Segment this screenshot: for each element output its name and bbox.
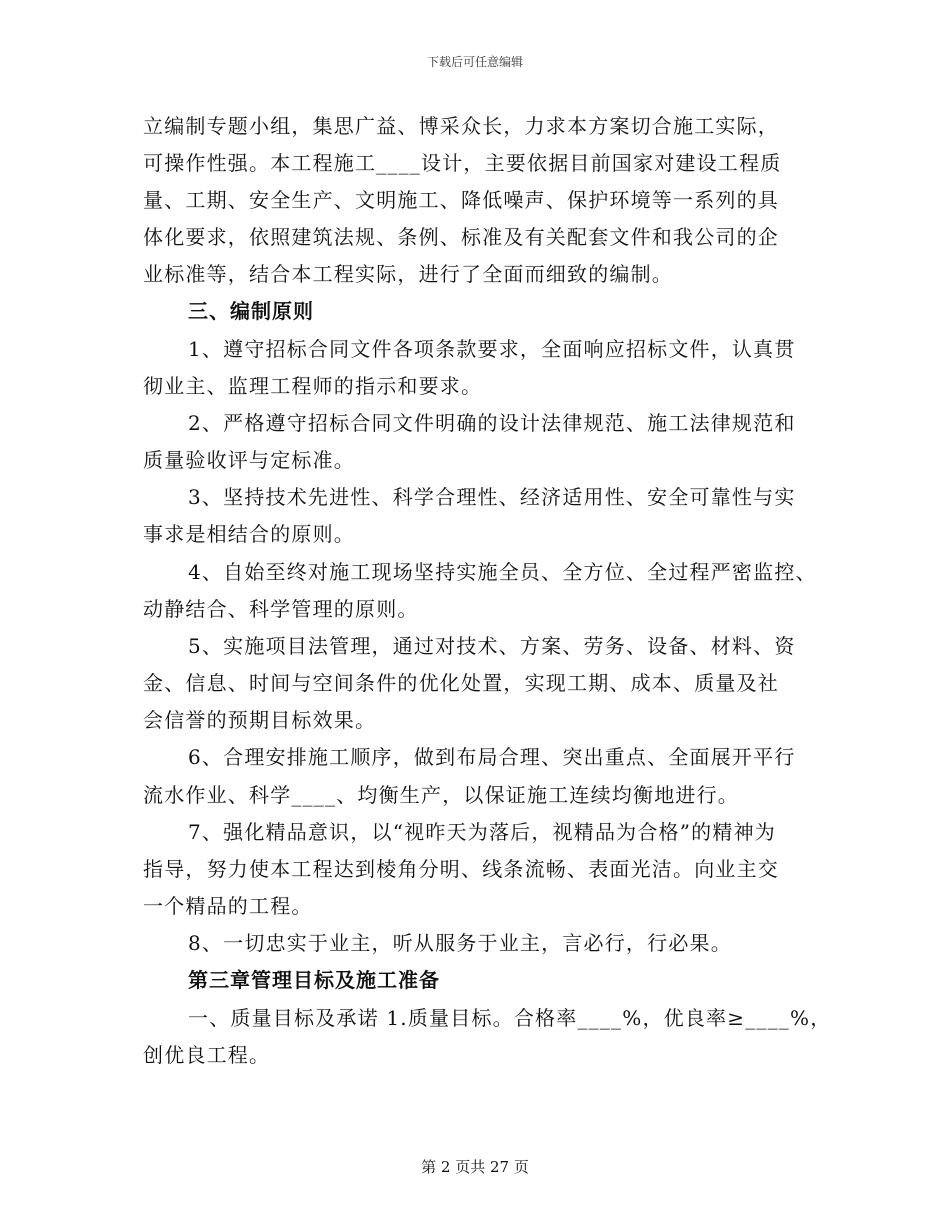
- body-line: 彻业主、监理工程师的指示和要求。: [143, 374, 483, 398]
- page-footer: 第 2 页共 27 页: [421, 1158, 529, 1176]
- body-line: 体化要求，依照建筑法规、条例、标准及有关配套文件和我公司的企: [143, 225, 779, 249]
- body-line: 量、工期、安全生产、文明施工、降低噪声、保护环境等一系列的具: [143, 188, 779, 212]
- body-line: 创优良工程。: [143, 1043, 271, 1067]
- body-line: 立编制专题小组，集思广益、博采众长，力求本方案切合施工实际，: [143, 114, 779, 138]
- body-line: 5、实施项目法管理，通过对技术、方案、劳务、设备、材料、资: [188, 634, 796, 658]
- body-line: 业标准等，结合本工程实际，进行了全面而细致的编制。: [143, 262, 673, 286]
- body-line: 3、坚持技术先进性、科学合理性、经济适用性、安全可靠性与实: [188, 485, 796, 509]
- body-line: 7、强化精品意识，以“视昨天为落后，视精品为合格”的精神为: [188, 820, 776, 844]
- body-line: 1、遵守招标合同文件各项条款要求，全面响应招标文件，认真贯: [188, 337, 796, 361]
- body-line: 质量验收评与定标准。: [143, 448, 355, 472]
- body-line: 6、合理安排施工顺序，做到布局合理、突出重点、全面展开平行: [188, 745, 796, 769]
- body-line: 金、信息、时间与空间条件的优化处置，实现工期、成本、质量及社: [143, 671, 779, 695]
- body-line: 一、质量目标及承诺 1.质量目标。合格率____%，优良率≥____%，: [188, 1006, 832, 1030]
- chapter-heading: 第三章管理目标及施工准备: [188, 968, 440, 992]
- section-heading: 三、编制原则: [188, 299, 314, 323]
- body-line: 指导，努力使本工程达到棱角分明、线条流畅、表面光洁。向业主交: [143, 857, 779, 881]
- body-line: 可操作性强。本工程施工____设计，主要依据目前国家对建设工程质: [143, 151, 782, 175]
- body-line: 事求是相结合的原则。: [143, 522, 355, 546]
- body-line: 流水作业、科学____、均衡生产，以保证施工连续均衡地进行。: [143, 783, 739, 807]
- body-line: 动静结合、科学管理的原则。: [143, 597, 419, 621]
- body-line: 8、一切忠实于业主，听从服务于业主，言必行，行必果。: [188, 931, 732, 955]
- page-header: 下载后可任意编辑: [426, 55, 523, 69]
- body-line: 会信誉的预期目标效果。: [143, 708, 377, 732]
- body-line: 2、严格遵守招标合同文件明确的设计法律规范、施工法律规范和: [188, 411, 796, 435]
- body-line: 4、自始至终对施工现场坚持实施全员、全方位、全过程严密监控、: [188, 560, 817, 584]
- body-line: 一个精品的工程。: [143, 894, 313, 918]
